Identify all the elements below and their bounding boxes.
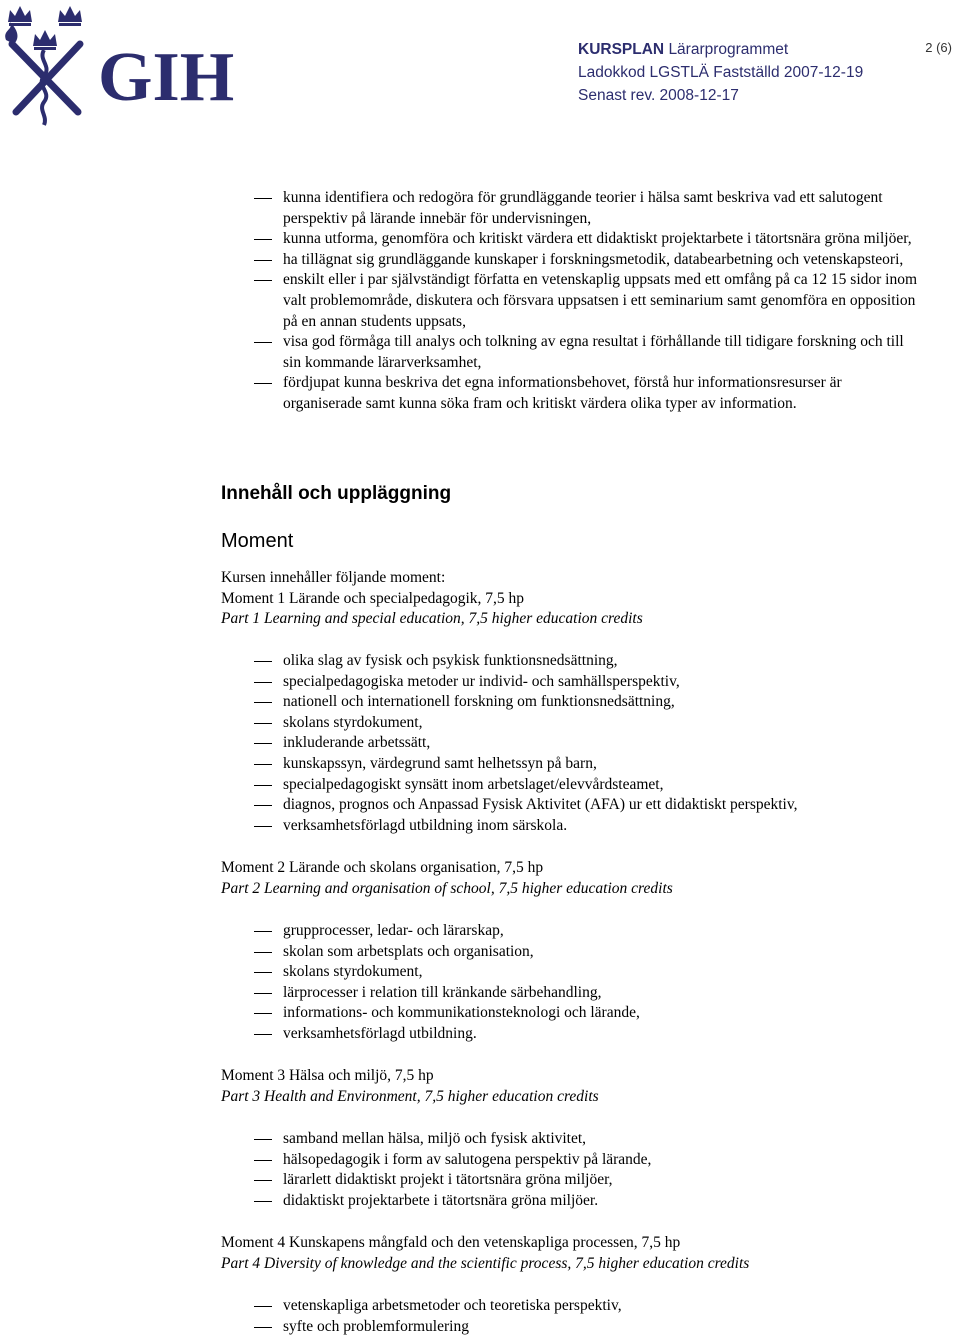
moment-title: Moment 4 Kunskapens mångfald och den vetenskapliga processen, 7,5 hp bbox=[221, 1234, 681, 1251]
list-item: verksamhetsförlagd utbildning. bbox=[254, 1024, 924, 1045]
moment-2-heading bbox=[221, 858, 673, 899]
list-item: verksamhetsförlagd utbildning inom särskola. bbox=[254, 816, 924, 837]
gih-logo bbox=[0, 0, 250, 135]
list-item: specialpedagogiska metoder ur individ- och samhällsperspektiv, bbox=[254, 672, 924, 693]
list-item: skolans styrdokument, bbox=[254, 713, 924, 734]
list-item: visa god förmåga till analys och tolkning av egna resultat i förhållande till tidigare forskning och till sin kommande lärarverksamhet, bbox=[254, 332, 924, 373]
moment-title-en: Part 1 Learning and special education, 7,5 higher education credits bbox=[221, 610, 643, 628]
list-item: lärarlett didaktiskt projekt i tätortsnära gröna miljöer, bbox=[254, 1170, 924, 1191]
list-item: inkluderande arbetssätt, bbox=[254, 733, 924, 754]
list-item: vetenskapliga arbetsmetoder och teoretiska perspektiv, bbox=[254, 1296, 924, 1317]
list-item: olika slag av fysisk och psykisk funktionsnedsättning, bbox=[254, 651, 924, 672]
list-item: ha tillägnat sig grundläggande kunskaper i forskningsmetodik, databearbetning och vetenskapsteori, bbox=[254, 250, 924, 271]
list-item: kunna identifiera och redogöra för grundläggande teorier i hälsa samt beskriva vad ett salutogent perspektiv på lärande innebär för undervisningen, bbox=[254, 188, 924, 229]
list-item: didaktiskt projektarbete i tätortsnära gröna miljöer. bbox=[254, 1191, 924, 1212]
list-item: kunskapssyn, värdegrund samt helhetssyn på barn, bbox=[254, 754, 924, 775]
moment-title: Moment 1 Lärande och specialpedagogik, 7,5 hp bbox=[221, 589, 525, 607]
moment-3-list bbox=[254, 1129, 924, 1211]
intro-text: Kursen innehåller följande moment: bbox=[221, 569, 446, 586]
list-item: specialpedagogiskt synsätt inom arbetslaget/elevvårdsteamet, bbox=[254, 775, 924, 796]
list-item: hälsopedagogik i form av salutogena perspektiv på lärande, bbox=[254, 1150, 924, 1171]
list-item: enskilt eller i par självständigt författa en vetenskaplig uppsats med ett omfång på ca 12 15 sidor inom valt problemområde, diskutera och försvara uppsatsen i ett seminarium samt genomföra en opposition på en annan students uppsats, bbox=[254, 270, 924, 332]
header-line-3: Senast rev. 2008-12-17 bbox=[578, 87, 739, 104]
section-title: Innehåll och uppläggning bbox=[221, 483, 452, 504]
header-line-1 bbox=[578, 38, 863, 61]
moment-1-list bbox=[254, 651, 924, 836]
list-item: skolan som arbetsplats och organisation, bbox=[254, 942, 924, 963]
list-item: kunna utforma, genomföra och kritiskt värdera ett didaktiskt projektarbete i tätortsnära gröna miljöer, bbox=[254, 229, 924, 250]
list-item: nationell och internationell forskning om funktionsnedsättning, bbox=[254, 692, 924, 713]
document-header bbox=[578, 38, 863, 107]
subsection-title: Moment bbox=[221, 530, 294, 552]
moment-3-heading bbox=[221, 1066, 599, 1107]
list-item: samband mellan hälsa, miljö och fysisk aktivitet, bbox=[254, 1129, 924, 1150]
moment-1-heading bbox=[221, 568, 643, 630]
moment-title-en: Part 4 Diversity of knowledge and the scientific process, 7,5 higher education credits bbox=[221, 1254, 750, 1272]
moment-title: Moment 3 Hälsa och miljö, 7,5 hp bbox=[221, 1067, 434, 1084]
page-number: 2 (6) bbox=[925, 40, 952, 55]
logo-wordmark: GIH bbox=[98, 39, 235, 116]
moment-4-list bbox=[254, 1296, 924, 1337]
moment-title-en: Part 3 Health and Environment, 7,5 higher education credits bbox=[221, 1087, 599, 1105]
list-item: fördjupat kunna beskriva det egna informationsbehovet, förstå hur informationsresurser är organiserade samt kunna söka fram och kritiskt värdera olika typer av information. bbox=[254, 373, 924, 414]
moment-4-heading bbox=[221, 1233, 749, 1274]
list-item: informations- och kommunikationsteknologi och lärande, bbox=[254, 1003, 924, 1024]
list-item: diagnos, prognos och Anpassad Fysisk Aktivitet (AFA) ur ett didaktiskt perspektiv, bbox=[254, 795, 924, 816]
list-item: grupprocesser, ledar- och lärarskap, bbox=[254, 921, 924, 942]
moment-2-list bbox=[254, 921, 924, 1045]
moment-title-en: Part 2 Learning and organisation of school, 7,5 higher education credits bbox=[221, 879, 673, 897]
objectives-list bbox=[254, 188, 924, 415]
header-program: Lärarprogrammet bbox=[668, 41, 789, 58]
header-line-2: Ladokkod LGSTLÄ Fastställd 2007-12-19 bbox=[578, 64, 864, 81]
list-item: lärprocesser i relation till kränkande särbehandling, bbox=[254, 983, 924, 1004]
header-doc-type: KURSPLAN bbox=[578, 41, 665, 58]
moment-title: Moment 2 Lärande och skolans organisation, 7,5 hp bbox=[221, 859, 544, 876]
list-item: skolans styrdokument, bbox=[254, 962, 924, 983]
list-item: syfte och problemformulering bbox=[254, 1317, 924, 1338]
